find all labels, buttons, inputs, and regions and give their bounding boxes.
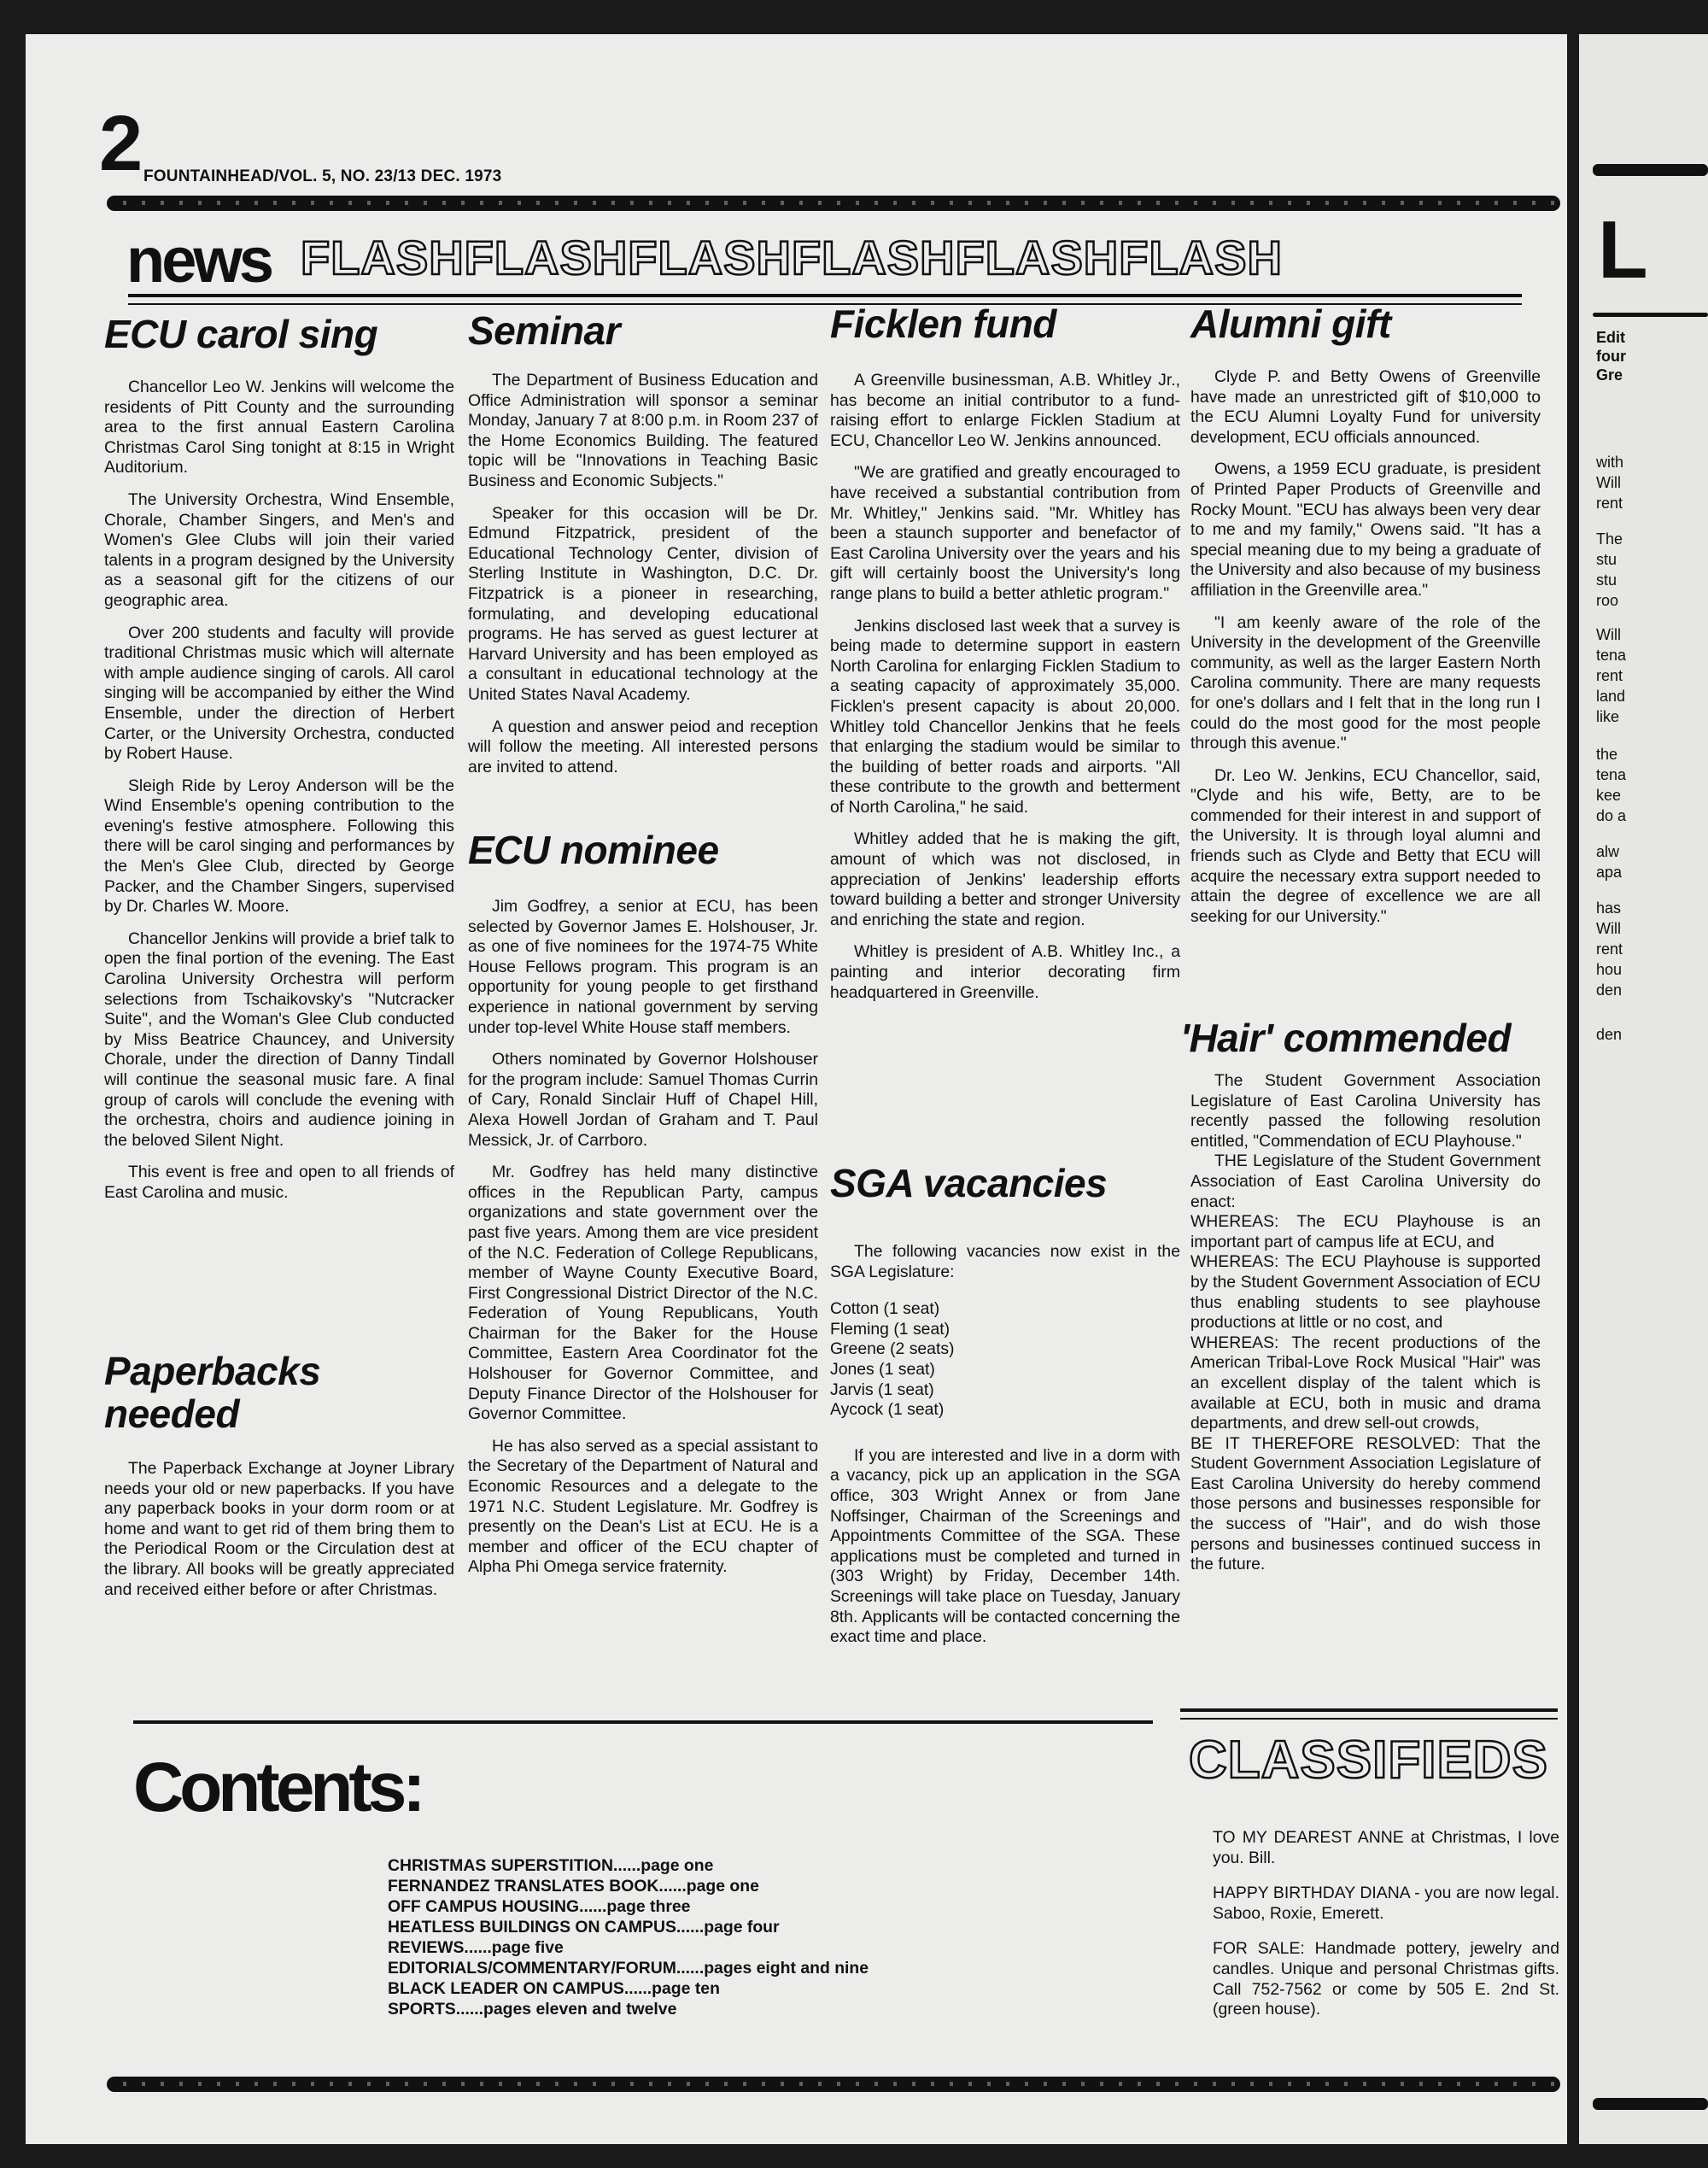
adjacent-body-fragment: stu — [1596, 571, 1617, 589]
adjacent-body-fragment: Will — [1596, 920, 1621, 937]
alumni-paragraph: Clyde P. and Betty Owens of Greenville have made an unrestricted gift of $10,000 to the ECU Alumni Loyalty Fund for university development, ECU officials announced. — [1190, 367, 1541, 447]
ficklen-paragraph: Jenkins disclosed last week that a survey is being made to determine support in eastern North Carolina for enlarging Ficklen Stadium to a seating capacity of approximately 35,000. Ficklen's present capacity is about 20,000. Whitley told Chancellor Jenkins that he feels that enlarging the stadium would be similar to the building of better roads and airports. "All these contribute to the growth and betterment of North Carolina," he said. — [830, 616, 1180, 817]
hair-resolution-clause: WHEREAS: The ECU Playhouse is supported by the Student Government Association of ECU thus enabling students to see playhouse productions at little or no cost, and — [1190, 1252, 1541, 1333]
contents-rule — [133, 1720, 1153, 1724]
sga-seat: Greene (2 seats) — [830, 1339, 955, 1359]
adjacent-body-fragment: rent — [1596, 940, 1623, 958]
ficklen-headline: Ficklen fund — [830, 302, 1056, 346]
adjacent-body-fragment: Will — [1596, 626, 1621, 643]
adjacent-big-letter: L — [1598, 204, 1648, 296]
contents-title: Contents: — [133, 1749, 422, 1826]
seminar-headline: Seminar — [468, 308, 621, 353]
adjacent-body-fragment: with — [1596, 454, 1624, 471]
carol-paragraph: Over 200 students and faculty will provide traditional Christmas music which will alternate with ample audience singing of carols. All carol singing will be accompanied by either the Wind Ensemble, under the direction of Herbert Carter, or the University Orchestra, conducted by Robert Hause. — [104, 623, 454, 764]
sga-seat: Fleming (1 seat) — [830, 1319, 951, 1339]
ficklen-paragraph: A Greenville businessman, A.B. Whitley Jr., has become an initial contributor to a fund-raising effort to enlarge Ficklen Stadium at ECU, Chancellor Leo W. Jenkins announced. — [830, 371, 1180, 450]
adjacent-body-fragment: the — [1596, 746, 1618, 763]
sga-closing: If you are interested and live in a dorm with a vacancy, pick up an application in the SGA office, 303 Wright Annex or from Jane Noffsinger, Chairman of the Screenings and Appointments Committee of the SGA. These applications must be completed and turned in (303 Wright) by Friday, December 14th. Screenings will take place on Tuesday, January 8th. Applicants will be contacted concerning the exact time and place. — [830, 1445, 1180, 1647]
adjacent-body-fragment: kee — [1596, 787, 1622, 804]
hair-resolution-clause: WHEREAS: The recent productions of the American Tribal-Love Rock Musical "Hair" was an excellent display of the talent which is available at ECU, both in music and drama departments, and drew sell-out crowds, — [1190, 1333, 1541, 1433]
adjacent-body-fragment: den — [1596, 981, 1623, 999]
nominee-headline: ECU nominee — [468, 828, 719, 872]
bottom-wavy-rule — [108, 2077, 1559, 2091]
adjacent-rule — [1593, 313, 1708, 317]
adjacent-body-fragment: rent — [1596, 667, 1623, 684]
adjacent-body-fragment: rent — [1596, 495, 1623, 512]
adjacent-body-fragment: do a — [1596, 807, 1627, 824]
adjacent-page-fragment — [1579, 34, 1708, 2144]
section-flash-banner: FLASHFLASHFLASHFLASHFLASHFLASH — [301, 231, 1283, 284]
page-number: 2 — [99, 100, 143, 187]
adjacent-header-fragment: four — [1596, 348, 1626, 365]
alumni-headline: Alumni gift — [1190, 302, 1391, 346]
contents-item: FERNANDEZ TRANSLATES BOOK......page one — [388, 1877, 759, 1896]
nominee-paragraph: Mr. Godfrey has held many distinctive offices in the Republican Party, campus organizations and state government over the past five years. Among them are vice president of the N.C. Federation of College Republicans, member of Wayne County Executive Board, First Congressional District Director of the N.C. Federation of Young Republicans, Youth Chairman for the Baker for the House Committee, Eastern Area Coordinator fot the Holshouser for Governor Committee, and Deputy Finance Director of the Holshouser for Governor Committee. — [468, 1163, 818, 1424]
sga-seat: Cotton (1 seat) — [830, 1299, 940, 1319]
classified-ad: HAPPY BIRTHDAY DIANA - you are now legal. Saboo, Roxie, Emerett. — [1213, 1884, 1559, 1923]
seminar-body — [468, 371, 818, 789]
sga-body — [830, 1242, 1180, 1660]
carol-paragraph: Sleigh Ride by Leroy Anderson will be the Wind Ensemble's opening contribution to the evening's festive atmosphere. Following this there will be carol singing and performances by the Men's Glee Club, directed by George Packer, and the Chamber Singers, supervised by Dr. Charles W. Moore. — [104, 776, 454, 917]
nominee-paragraph: He has also served as a special assistant to the Secretary of the Department of Natural and Economic Resources and a delegate to the 1971 N.C. Student Legislature. Mr. Godfrey is presently on the Dean's List at ECU. He is a member and officer of the ECU chapter of Alpha Phi Omega service fraternity. — [468, 1436, 818, 1577]
adjacent-body-fragment: tena — [1596, 766, 1627, 783]
paperbacks-headline — [104, 1350, 320, 1435]
banner-rule-top — [128, 294, 1522, 297]
seminar-paragraph: The Department of Business Education and Office Administration will sponsor a seminar Monday, January 7 at 8:00 p.m. in Room 237 of the Home Economics Building. The featured topic will be "Innovations in Teaching Basic Business and Economic Subjects." — [468, 371, 818, 490]
paperbacks-headline-line2: needed — [104, 1392, 240, 1436]
top-wavy-rule — [108, 196, 1559, 210]
carol-paragraph: The University Orchestra, Wind Ensemble, Chorale, Chamber Singers, and Men's and Women's Glee Clubs will join their varied talents in a program designed by the University as a seasonal gift for the citizens of our geographic area. — [104, 489, 454, 610]
adjacent-body-fragment: like — [1596, 708, 1620, 725]
contents-item: EDITORIALS/COMMENTARY/FORUM......pages eight and nine — [388, 1959, 869, 1978]
adjacent-rule — [1593, 164, 1708, 176]
classified-ad: TO MY DEAREST ANNE at Christmas, I love you. Bill. — [1213, 1828, 1559, 1867]
nominee-paragraph: Others nominated by Governor Holshouser for the program include: Samuel Thomas Currin of Cary, Ronald Sinclair Huff of Chapel Hill, Alexa Howell Jordan of Graham and T. Paul Messick, Jr. of Carrboro. — [468, 1050, 818, 1150]
classifieds-title: CLASSIFIEDS — [1189, 1731, 1548, 1790]
classifieds-rule-bottom — [1180, 1718, 1558, 1720]
classifieds-rule-top — [1180, 1708, 1558, 1712]
hair-resolution-clause: WHEREAS: The ECU Playhouse is an important part of campus life at ECU, and — [1190, 1212, 1541, 1251]
section-news-label: news — [126, 225, 272, 296]
ficklen-paragraph: "We are gratified and greatly encouraged to have received a substantial contribution from Mr. Whitley," Jenkins said. "Mr. Whitley has been a staunch supporter and benefactor of East Carolina University over the years and his gift will certainly boost the University's long range plans to build a better athletic program." — [830, 463, 1180, 603]
adjacent-rule — [1593, 2098, 1708, 2110]
hair-headline: 'Hair' commended — [1180, 1016, 1512, 1060]
carol-paragraph: This event is free and open to all friends of East Carolina and music. — [104, 1163, 454, 1202]
contents-item: HEATLESS BUILDINGS ON CAMPUS......page four — [388, 1918, 780, 1937]
adjacent-body-fragment: stu — [1596, 551, 1617, 568]
adjacent-body-fragment: has — [1596, 899, 1622, 917]
adjacent-body-fragment: tena — [1596, 647, 1627, 664]
carol-paragraph: Chancellor Leo W. Jenkins will welcome the residents of Pitt County and the surrounding area to the first annual Eastern Carolina Christmas Carol Sing tonight at 8:15 in Wright Auditorium. — [104, 378, 454, 478]
sga-intro: The following vacancies now exist in the SGA Legislature: — [830, 1242, 1180, 1281]
issue-line: FOUNTAINHEAD/VOL. 5, NO. 23/13 DEC. 1973 — [143, 167, 502, 185]
adjacent-body-fragment: roo — [1596, 592, 1619, 609]
adjacent-body-fragment: land — [1596, 688, 1626, 705]
seminar-paragraph: Speaker for this occasion will be Dr. Edmund Fitzpatrick, president of the Educational Technology Center, division of Sterling Institute in Washington, D.C. Dr. Fitzpatrick is a pioneer in researching, formulating, and developing educational programs. He has served as guest lecturer at Harvard University and has been employed as a consultant in educational technology at the United States Naval Academy. — [468, 503, 818, 704]
paperbacks-paragraph: The Paperback Exchange at Joyner Library needs your old or new paperbacks. If you have any paperback books in your dorm room or at home and want to get rid of them bring them to the Periodical Room or the Circulation dest at the library. All books will be greatly appreciated and received either before or after Christmas. — [104, 1459, 454, 1599]
carol-body — [104, 378, 454, 1216]
contents-item: REVIEWS......page five — [388, 1938, 564, 1957]
classifieds-list — [1213, 1828, 1559, 2036]
sga-seat: Jones (1 seat) — [830, 1359, 935, 1379]
contents-item: SPORTS......pages eleven and twelve — [388, 2000, 677, 2019]
contents-item: OFF CAMPUS HOUSING......page three — [388, 1897, 691, 1916]
hair-paragraph: THE Legislature of the Student Government Association of East Carolina University do enact: — [1190, 1151, 1541, 1211]
adjacent-body-fragment: apa — [1596, 864, 1623, 881]
contents-list — [388, 1855, 869, 2019]
alumni-paragraph: "I am keenly aware of the role of the University in the development of the Greenville community, as well as the larger Eastern North Carolina community. There are many requests for one's dollars and I felt that in the long run I could do the most good for the most people through this avenue." — [1190, 612, 1541, 753]
alumni-paragraph: Dr. Leo W. Jenkins, ECU Chancellor, said, "Clyde and his wife, Betty, are to be commended for their interest in and support of the University. It is through loyal alumni and friends such as Clyde and Betty that ECU will acquire the necessary extra support needed to attain the degree of excellence we are all seeking for our University." — [1190, 765, 1541, 926]
nominee-paragraph: Jim Godfrey, a senior at ECU, has been selected by Governor James E. Holshouser, Jr. as one of five nominees for the 1974-75 White House Fellows program. This program is an opportunity for young people to get firsthand experience in national government by serving under top-level White House staff members. — [468, 897, 818, 1037]
paperbacks-body — [104, 1459, 454, 1612]
hair-body — [1190, 1071, 1541, 1575]
sga-seat: Jarvis (1 seat) — [830, 1380, 934, 1399]
seminar-paragraph: A question and answer peiod and reception will follow the meeting. All interested persons are invited to attend. — [468, 717, 818, 776]
contents-item: CHRISTMAS SUPERSTITION......page one — [388, 1856, 714, 1875]
ficklen-paragraph: Whitley is president of A.B. Whitley Inc., a painting and interior decorating firm headquartered in Greenville. — [830, 942, 1180, 1002]
classified-ad: FOR SALE: Handmade pottery, jewelry and candles. Unique and personal Christmas gifts. Call 752-7562 or come by 505 E. 2nd St. (green house). — [1213, 1939, 1559, 2019]
contents-item: BLACK LEADER ON CAMPUS......page ten — [388, 1979, 720, 1998]
page-gutter — [1567, 34, 1579, 2144]
adjacent-body-fragment: hou — [1596, 961, 1623, 978]
sga-headline: SGA vacancies — [830, 1161, 1108, 1205]
sga-seat: Aycock (1 seat) — [830, 1400, 945, 1420]
adjacent-body-fragment: alw — [1596, 843, 1620, 860]
hair-resolution-clause: BE IT THEREFORE RESOLVED: That the Student Government Association Legislature of East Carolina University do hereby commend those persons and businesses responsible for the success of "Hair", and do wish those persons and businesses continued success in the future. — [1190, 1433, 1541, 1574]
ficklen-paragraph: Whitley added that he is making the gift, amount of which was not disclosed, in appreciation of Jenkins' leadership efforts toward building a better and stronger University and enriching the state and region. — [830, 829, 1180, 929]
carol-headline: ECU carol sing — [104, 312, 378, 356]
alumni-body — [1190, 367, 1541, 939]
adjacent-body-fragment: The — [1596, 530, 1623, 548]
newspaper-page — [26, 34, 1567, 2144]
nominee-body — [468, 897, 818, 1590]
alumni-paragraph: Owens, a 1959 ECU graduate, is president of Printed Paper Products of Greenville and Rocky Mount. "ECU has always been very dear to me and my family," Owens said. "It has a special meaning due to my being a graduate of the University and also because of my business affiliation in the Greenville area." — [1190, 460, 1541, 600]
carol-paragraph: Chancellor Jenkins will provide a brief talk to open the final portion of the evening. The East Carolina University Orchestra will perform selections from Tschaikovsky's "Nutcracker Suite", and the Woman's Glee Club conducted by Miss Beatrice Chauncey, and University Chorale, under the direction of Danny Tindall will continue the seasonal music fare. A final group of carols will conclude the evening with the orchestra, choirs and audience joining in the beloved Silent Night. — [104, 929, 454, 1150]
adjacent-header-fragment: Edit — [1596, 329, 1625, 346]
adjacent-body-fragment: Will — [1596, 474, 1621, 491]
hair-paragraph: The Student Government Association Legislature of East Carolina University has recently passed the following resolution entitled, "Commendation of ECU Playhouse." — [1190, 1071, 1541, 1151]
ficklen-body — [830, 371, 1180, 1015]
adjacent-header-fragment: Gre — [1596, 366, 1623, 384]
paperbacks-headline-line1: Paperbacks — [104, 1349, 321, 1393]
adjacent-body-fragment: den — [1596, 1026, 1623, 1043]
